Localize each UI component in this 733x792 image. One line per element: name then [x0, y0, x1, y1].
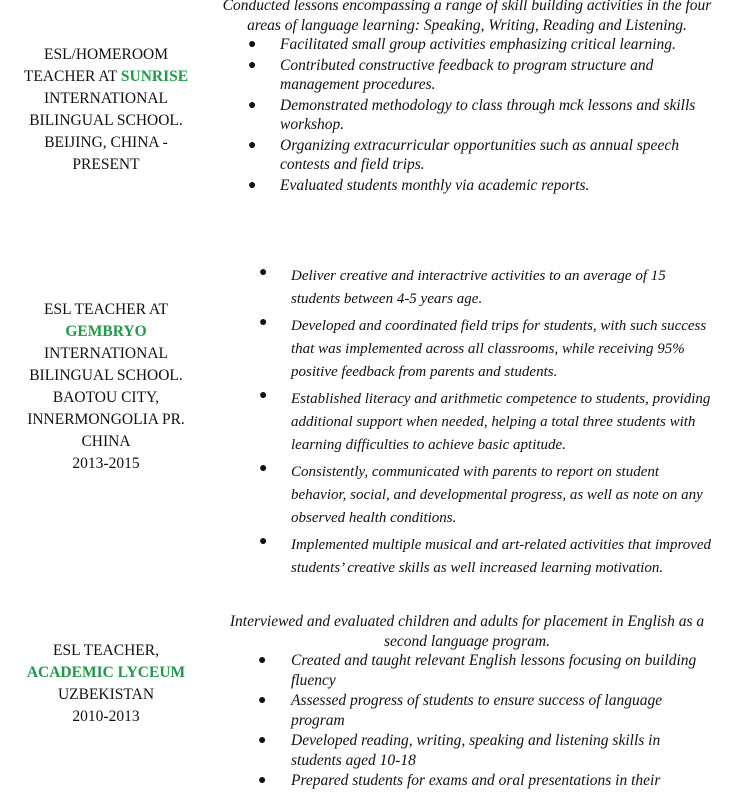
bullet-text: Developed and coordinated field trips for students, with such success that was implemented across all classrooms, while receiving 95% positive feedback from parents and students. [291, 318, 707, 380]
bullet-text: Prepared students for exams and oral presentations in their [291, 772, 661, 789]
job-title-block [0, 640, 212, 728]
job-title-line [0, 66, 212, 88]
list-item [222, 731, 712, 770]
bullet-icon: ● [259, 388, 268, 403]
job-location: INNERMONGOLIA PR. [27, 411, 185, 428]
bullet-icon: ● [258, 773, 267, 788]
list-item [222, 176, 712, 196]
job-title-prefix: TEACHER AT [23, 68, 121, 85]
employer-name: SUNRISE [120, 68, 189, 85]
list-item [254, 534, 714, 580]
bullet-icon: ● [259, 461, 268, 476]
job-title-line: BILINGUAL SCHOOL. [29, 367, 183, 384]
job-title-line: ESL TEACHER, [53, 642, 159, 659]
job-location: UZBEKISTAN [57, 686, 155, 703]
bullet-text: Demonstrated methodology to class through mck lessons and skills workshop. [280, 96, 696, 133]
job-title-line: INTERNATIONAL [44, 90, 168, 107]
bullet-text: Organizing extracurricular opportunities such as annual speech contests and field trips. [280, 136, 679, 173]
bullet-icon: ● [258, 693, 267, 708]
bullet-text: Created and taught relevant English lessons focusing on building fluency [291, 652, 697, 689]
employer-name: GEMBRYO [65, 323, 147, 340]
bullet-icon: ● [248, 57, 257, 73]
job-bullet-list [254, 265, 714, 580]
employer-name: ACADEMIC LYCEUM [26, 664, 186, 681]
bullet-icon: ● [248, 137, 257, 153]
job-location: CHINA [81, 433, 131, 450]
job-title-line: ESL/HOMEROOM [43, 46, 168, 63]
list-item [222, 651, 712, 690]
job-location: BEIJING, CHINA - [44, 134, 168, 151]
job-title-line: BILINGUAL SCHOOL. [29, 112, 183, 129]
bullet-text: Implemented multiple musical and art-related activities that improved students’ creative skills as well increased learning motivation. [291, 537, 712, 576]
bullet-icon: ● [248, 97, 257, 113]
job-title-line: ESL TEACHER AT [43, 301, 168, 318]
list-item [222, 136, 712, 175]
list-item [222, 771, 712, 791]
list-item [222, 35, 712, 55]
bullet-icon: ● [259, 265, 268, 280]
list-item [222, 691, 712, 730]
bullet-icon: ● [248, 37, 257, 52]
job-bullet-list [222, 651, 712, 791]
list-item [254, 315, 714, 384]
job-intro: Interviewed and evaluated children and adults for placement in English as a second language program. [229, 613, 705, 650]
job-dates: 2010-2013 [72, 708, 140, 725]
job-title-block [0, 299, 212, 475]
job-title-line: INTERNATIONAL [44, 345, 168, 362]
job-description [222, 612, 712, 792]
job-description [254, 265, 714, 584]
bullet-text: Developed reading, writing, speaking and listening skills in students aged 10-18 [291, 732, 661, 769]
bullet-text: Deliver creative and interactrive activities to an average of 15 students between 4-5 years age. [291, 268, 666, 307]
bullet-text: Contributed constructive feedback to program structure and management procedures. [280, 56, 654, 93]
list-item [222, 56, 712, 95]
job-bullet-list [222, 35, 712, 195]
job-title-block [0, 44, 212, 176]
bullet-text: Evaluated students monthly via academic reports. [280, 176, 590, 194]
list-item [254, 461, 714, 530]
job-description [222, 0, 712, 196]
bullet-icon: ● [258, 733, 267, 748]
job-dates: 2013-2015 [72, 455, 140, 472]
bullet-icon: ● [259, 534, 268, 549]
job-location: BAOTOU CITY, [52, 389, 160, 406]
bullet-text: Assessed progress of students to ensure success of language program [291, 692, 663, 729]
bullet-text: Facilitated small group activities emphasizing critical learning. [280, 36, 676, 53]
bullet-text: Established literacy and arithmetic competence to students, providing additional support when needed, helping a total three students with learning difficulties to achieve basic aptitude. [291, 391, 711, 453]
job-intro: Conducted lessons encompassing a range of skill building activities in the four areas of language learning: Speaking, Writing, Reading and Listening. [222, 0, 712, 34]
list-item [254, 388, 714, 457]
bullet-icon: ● [258, 653, 267, 668]
list-item [222, 96, 712, 135]
job-dates: PRESENT [72, 156, 140, 173]
bullet-icon: ● [248, 177, 257, 193]
bullet-text: Consistently, communicated with parents to report on student behavior, social, and developmental progress, as well as note on any observed health conditions. [291, 464, 703, 526]
bullet-icon: ● [259, 315, 268, 330]
list-item [254, 265, 714, 311]
